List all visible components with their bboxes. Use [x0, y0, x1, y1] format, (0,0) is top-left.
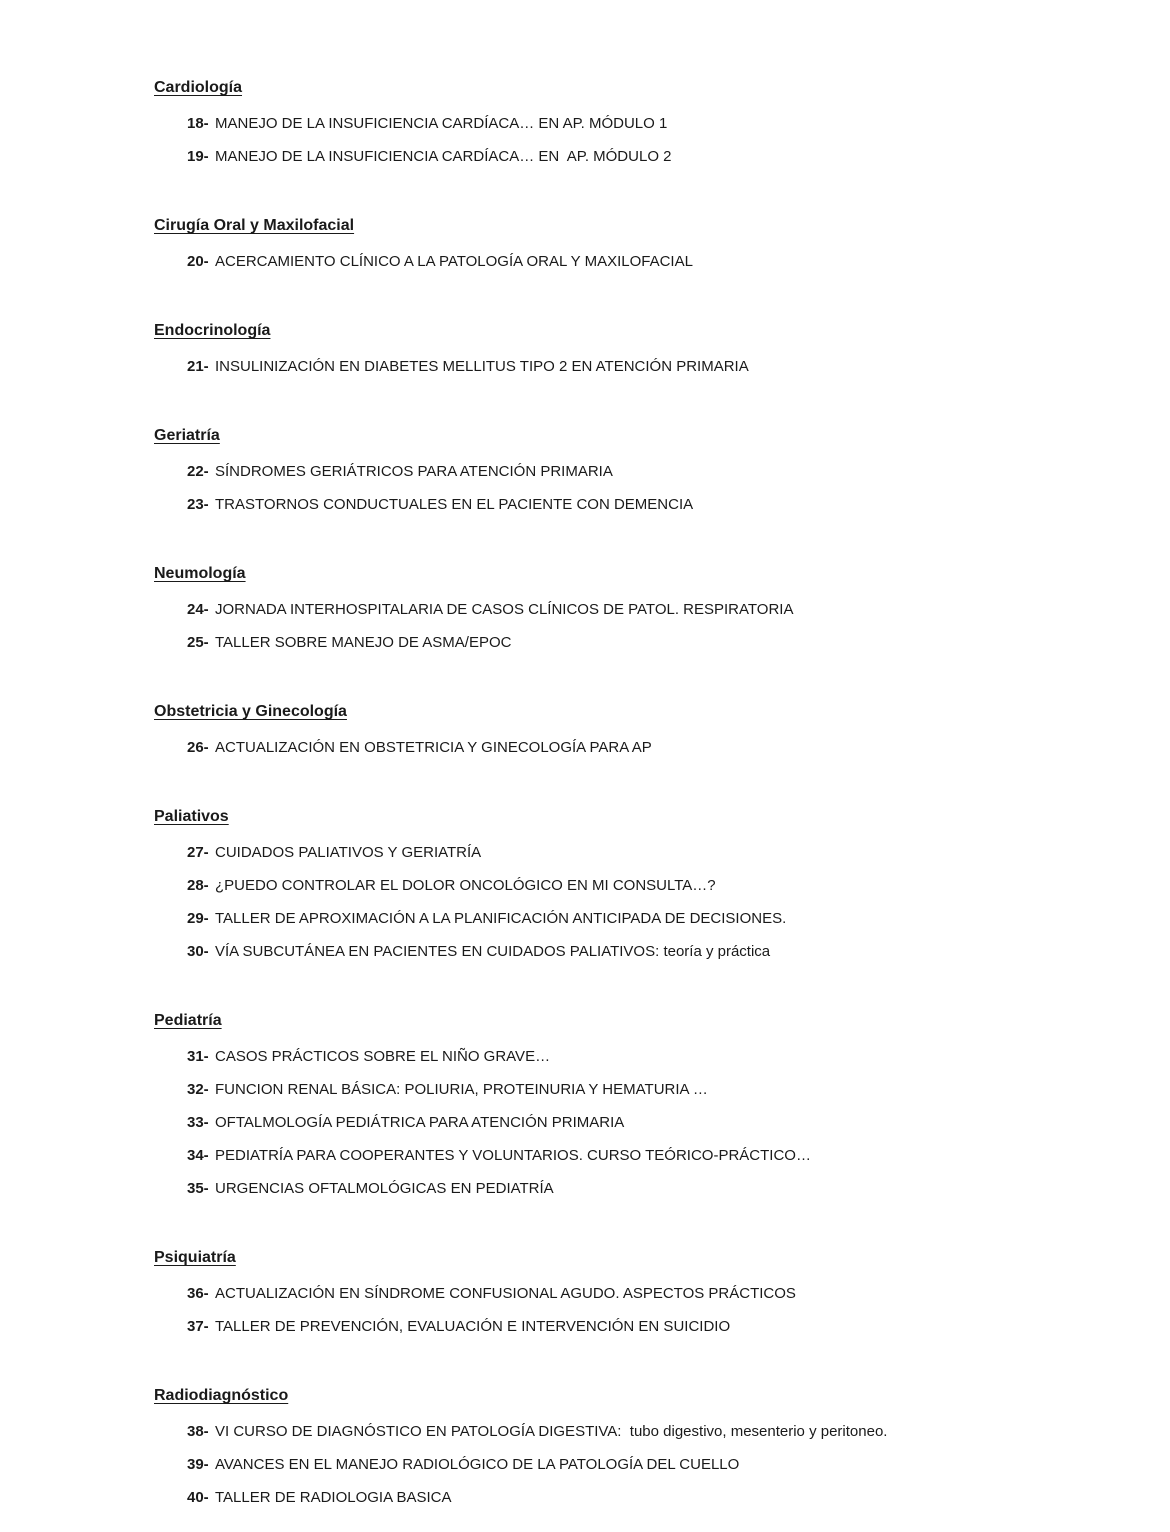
course-item-title: TALLER SOBRE MANEJO DE ASMA/EPOC [215, 634, 512, 651]
course-item-number: 25- [187, 634, 209, 651]
course-item-number: 23- [187, 496, 209, 513]
course-item-title: PEDIATRÍA PARA COOPERANTES Y VOLUNTARIOS. CURSO TEÓRICO-PRÁCTICO… [215, 1147, 811, 1164]
course-item-title: ACTUALIZACIÓN EN OBSTETRICIA Y GINECOLOGÍA PARA AP [215, 739, 652, 756]
course-item [154, 738, 1080, 757]
course-item-title: JORNADA INTERHOSPITALARIA DE CASOS CLÍNICOS DE PATOL. RESPIRATORIA [215, 601, 794, 618]
course-item-number: 38- [187, 1423, 209, 1440]
section-pediatria [154, 1011, 1080, 1198]
course-item [154, 633, 1080, 652]
section-title: Psiquiatría [154, 1249, 236, 1266]
course-item-number: 26- [187, 739, 209, 756]
course-item [154, 843, 1080, 862]
course-item-number: 34- [187, 1147, 209, 1164]
section-psiquiatria [154, 1248, 1080, 1336]
course-item [154, 147, 1080, 166]
course-item-number: 29- [187, 910, 209, 927]
course-item-number: 40- [187, 1489, 209, 1506]
section-title: Radiodiagnóstico [154, 1387, 289, 1404]
section-cirugia-oral-y-maxilofacial [154, 216, 1080, 271]
section-obstetricia-y-ginecologia [154, 702, 1080, 757]
section-title: Endocrinología [154, 322, 271, 339]
course-item-number: 35- [187, 1180, 209, 1197]
section-title: Paliativos [154, 808, 229, 825]
course-item [154, 1113, 1080, 1132]
course-item-title: VI CURSO DE DIAGNÓSTICO EN PATOLOGÍA DIGESTIVA: tubo digestivo, mesenterio y peritoneo. [215, 1423, 888, 1440]
course-item-number: 18- [187, 115, 209, 132]
course-item [154, 1146, 1080, 1165]
course-item-title: ACTUALIZACIÓN EN SÍNDROME CONFUSIONAL AGUDO. ASPECTOS PRÁCTICOS [215, 1285, 796, 1302]
course-item-number: 31- [187, 1048, 209, 1065]
course-item-title: TRASTORNOS CONDUCTUALES EN EL PACIENTE CON DEMENCIA [215, 496, 694, 513]
section-endocrinologia [154, 321, 1080, 376]
course-item-title: INSULINIZACIÓN EN DIABETES MELLITUS TIPO 2 EN ATENCIÓN PRIMARIA [215, 358, 749, 375]
course-item-number: 32- [187, 1081, 209, 1098]
section-title: Geriatría [154, 427, 220, 444]
course-item-number: 39- [187, 1456, 209, 1473]
course-item [154, 909, 1080, 928]
course-item-title: MANEJO DE LA INSUFICIENCIA CARDÍACA… EN AP. MÓDULO 1 [215, 115, 668, 132]
course-item-title: VÍA SUBCUTÁNEA EN PACIENTES EN CUIDADOS PALIATIVOS: teoría y práctica [215, 943, 771, 960]
course-item-title: TALLER DE APROXIMACIÓN A LA PLANIFICACIÓN ANTICIPADA DE DECISIONES. [215, 910, 787, 927]
section-title: Cardiología [154, 79, 243, 96]
course-item [154, 462, 1080, 481]
course-item-number: 28- [187, 877, 209, 894]
section-geriatria [154, 426, 1080, 514]
section-radiodiagnostico [154, 1386, 1080, 1507]
course-item-title: MANEJO DE LA INSUFICIENCIA CARDÍACA… EN AP. MÓDULO 2 [215, 148, 672, 165]
course-item [154, 1455, 1080, 1474]
course-item-number: 22- [187, 463, 209, 480]
course-item [154, 1422, 1080, 1441]
course-item-title: URGENCIAS OFTALMOLÓGICAS EN PEDIATRÍA [215, 1180, 554, 1197]
course-item [154, 252, 1080, 271]
course-item [154, 1284, 1080, 1303]
course-item [154, 876, 1080, 895]
course-item-title: TALLER DE RADIOLOGIA BASICA [215, 1489, 452, 1506]
course-item-number: 19- [187, 148, 209, 165]
course-item-title: ACERCAMIENTO CLÍNICO A LA PATOLOGÍA ORAL Y MAXILOFACIAL [215, 253, 693, 270]
course-list [154, 78, 1080, 1507]
course-item-number: 30- [187, 943, 209, 960]
course-item [154, 1080, 1080, 1099]
course-item-title: TALLER DE PREVENCIÓN, EVALUACIÓN E INTERVENCIÓN EN SUICIDIO [215, 1318, 731, 1335]
course-item [154, 942, 1080, 961]
course-item-number: 24- [187, 601, 209, 618]
section-neumologia [154, 564, 1080, 652]
course-item-title: CASOS PRÁCTICOS SOBRE EL NIÑO GRAVE… [215, 1048, 551, 1065]
section-title: Cirugía Oral y Maxilofacial [154, 217, 355, 234]
course-item-title: AVANCES EN EL MANEJO RADIOLÓGICO DE LA PATOLOGÍA DEL CUELLO [215, 1456, 740, 1473]
section-title: Neumología [154, 565, 246, 582]
course-item-title: FUNCION RENAL BÁSICA: POLIURIA, PROTEINURIA Y HEMATURIA … [215, 1081, 708, 1098]
course-item-number: 33- [187, 1114, 209, 1131]
section-paliativos [154, 807, 1080, 961]
course-item [154, 114, 1080, 133]
course-item [154, 495, 1080, 514]
section-title: Pediatría [154, 1012, 222, 1029]
course-item-number: 36- [187, 1285, 209, 1302]
course-item-number: 20- [187, 253, 209, 270]
course-item [154, 1488, 1080, 1507]
course-item [154, 600, 1080, 619]
course-item-title: OFTALMOLOGÍA PEDIÁTRICA PARA ATENCIÓN PRIMARIA [215, 1114, 625, 1131]
course-item [154, 1047, 1080, 1066]
course-item-title: CUIDADOS PALIATIVOS Y GERIATRÍA [215, 844, 482, 861]
course-item-number: 27- [187, 844, 209, 861]
course-item [154, 1317, 1080, 1336]
course-item-title: ¿PUEDO CONTROLAR EL DOLOR ONCOLÓGICO EN MI CONSULTA…? [215, 877, 716, 894]
section-title: Obstetricia y Ginecología [154, 703, 347, 720]
course-item-number: 21- [187, 358, 209, 375]
course-item-title: SÍNDROMES GERIÁTRICOS PARA ATENCIÓN PRIMARIA [215, 463, 613, 480]
course-item-number: 37- [187, 1318, 209, 1335]
course-item [154, 357, 1080, 376]
section-cardiologia [154, 78, 1080, 166]
course-item [154, 1179, 1080, 1198]
